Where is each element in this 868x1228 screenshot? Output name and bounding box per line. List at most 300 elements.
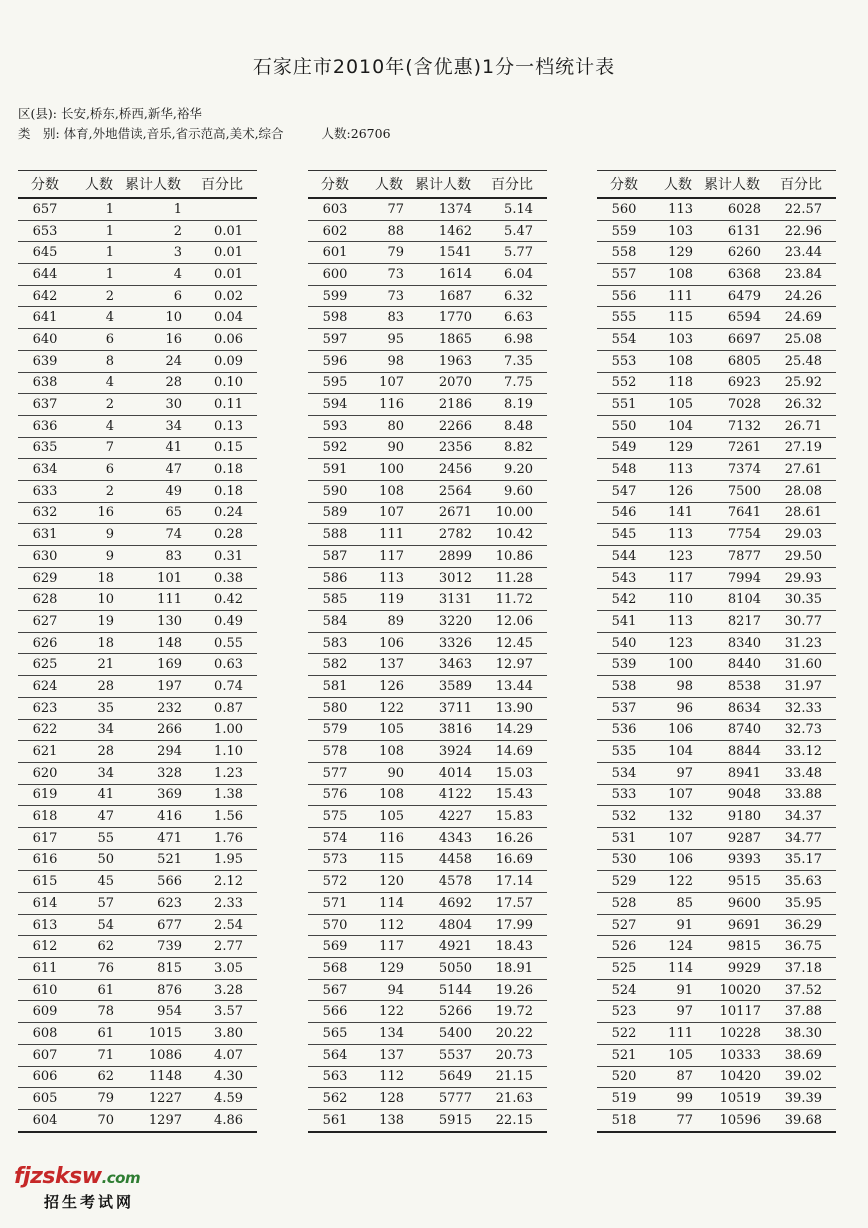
percent-cell: 33.12 — [761, 741, 836, 763]
cumulative-cell: 1 — [114, 198, 182, 220]
score-cell: 541 — [597, 611, 651, 633]
table-row — [597, 654, 836, 676]
percent-cell: 0.42 — [182, 589, 257, 611]
header-score: 分数 — [308, 171, 362, 199]
count-cell: 55 — [72, 827, 114, 849]
score-cell: 533 — [597, 784, 651, 806]
table-row — [18, 480, 257, 502]
percent-cell: 28.08 — [761, 480, 836, 502]
count-cell: 113 — [362, 567, 404, 589]
percent-cell: 39.68 — [761, 1109, 836, 1131]
cumulative-cell: 6479 — [693, 285, 761, 307]
score-cell: 575 — [308, 806, 362, 828]
percent-cell: 37.18 — [761, 958, 836, 980]
score-cell: 627 — [18, 611, 72, 633]
cumulative-cell: 74 — [114, 524, 182, 546]
count-cell: 138 — [362, 1109, 404, 1131]
table-row — [308, 1066, 547, 1088]
score-cell: 626 — [18, 632, 72, 654]
table-row — [308, 871, 547, 893]
percent-cell: 26.32 — [761, 394, 836, 416]
count-cell: 114 — [362, 893, 404, 915]
score-cell: 579 — [308, 719, 362, 741]
count-cell: 122 — [651, 871, 693, 893]
count-cell: 123 — [651, 546, 693, 568]
score-cell: 624 — [18, 676, 72, 698]
score-cell: 587 — [308, 546, 362, 568]
score-cell: 641 — [18, 307, 72, 329]
count-cell: 132 — [651, 806, 693, 828]
score-cell: 621 — [18, 741, 72, 763]
table-row — [597, 350, 836, 372]
cumulative-cell: 2266 — [404, 415, 472, 437]
table-row — [18, 307, 257, 329]
count-cell: 116 — [362, 394, 404, 416]
count-cell: 28 — [72, 676, 114, 698]
count-cell: 61 — [72, 1023, 114, 1045]
score-cell: 524 — [597, 979, 651, 1001]
cumulative-cell: 6 — [114, 285, 182, 307]
score-cell: 532 — [597, 806, 651, 828]
site-logo[interactable] — [14, 1164, 140, 1212]
count-cell: 54 — [72, 914, 114, 936]
count-cell: 28 — [72, 741, 114, 763]
cumulative-cell: 4921 — [404, 936, 472, 958]
count-cell: 106 — [362, 632, 404, 654]
table-row — [597, 893, 836, 915]
table-row — [308, 936, 547, 958]
cumulative-cell: 4 — [114, 264, 182, 286]
cumulative-cell: 4122 — [404, 784, 472, 806]
score-cell: 565 — [308, 1023, 362, 1045]
cumulative-cell: 4458 — [404, 849, 472, 871]
percent-cell: 23.84 — [761, 264, 836, 286]
score-cell: 535 — [597, 741, 651, 763]
percent-cell: 12.06 — [472, 611, 547, 633]
score-cell: 645 — [18, 242, 72, 264]
score-cell: 638 — [18, 372, 72, 394]
count-cell: 126 — [362, 676, 404, 698]
count-cell: 113 — [651, 524, 693, 546]
cumulative-cell: 8217 — [693, 611, 761, 633]
count-cell: 103 — [651, 329, 693, 351]
cumulative-cell: 6805 — [693, 350, 761, 372]
cumulative-cell: 4804 — [404, 914, 472, 936]
percent-cell: 28.61 — [761, 502, 836, 524]
count-cell: 83 — [362, 307, 404, 329]
table-row — [18, 567, 257, 589]
count-cell: 115 — [651, 307, 693, 329]
table-row — [18, 1088, 257, 1110]
cumulative-cell: 3326 — [404, 632, 472, 654]
percent-cell: 29.03 — [761, 524, 836, 546]
cumulative-cell: 1227 — [114, 1088, 182, 1110]
score-cell: 586 — [308, 567, 362, 589]
score-cell: 566 — [308, 1001, 362, 1023]
category-text: 类 别: 体育,外地借读,音乐,省示范高,美术,综合 — [18, 126, 284, 141]
score-cell: 534 — [597, 762, 651, 784]
count-cell: 113 — [651, 611, 693, 633]
header-row — [597, 171, 836, 199]
percent-cell: 0.74 — [182, 676, 257, 698]
percent-cell: 31.97 — [761, 676, 836, 698]
percent-cell: 16.69 — [472, 849, 547, 871]
percent-cell: 10.42 — [472, 524, 547, 546]
table-row — [597, 936, 836, 958]
cumulative-cell: 9691 — [693, 914, 761, 936]
percent-cell: 27.19 — [761, 437, 836, 459]
cumulative-cell: 6594 — [693, 307, 761, 329]
table-row — [18, 437, 257, 459]
table-row — [308, 611, 547, 633]
count-cell: 108 — [362, 784, 404, 806]
count-cell: 34 — [72, 719, 114, 741]
score-cell: 539 — [597, 654, 651, 676]
percent-cell: 13.90 — [472, 697, 547, 719]
percent-cell: 21.63 — [472, 1088, 547, 1110]
table-row — [308, 806, 547, 828]
percent-cell: 22.15 — [472, 1109, 547, 1131]
score-cell: 529 — [597, 871, 651, 893]
count-cell: 77 — [651, 1109, 693, 1131]
cumulative-cell: 8844 — [693, 741, 761, 763]
table-row — [18, 849, 257, 871]
count-cell: 117 — [362, 936, 404, 958]
table-row — [308, 264, 547, 286]
count-cell: 112 — [362, 1066, 404, 1088]
table-row — [597, 806, 836, 828]
score-cell: 605 — [18, 1088, 72, 1110]
score-cell: 544 — [597, 546, 651, 568]
table-row — [308, 480, 547, 502]
count-cell: 108 — [362, 741, 404, 763]
score-cell: 573 — [308, 849, 362, 871]
percent-cell: 0.04 — [182, 307, 257, 329]
score-cell: 572 — [308, 871, 362, 893]
cumulative-cell: 4578 — [404, 871, 472, 893]
table-row — [308, 1044, 547, 1066]
count-cell: 126 — [651, 480, 693, 502]
score-cell: 640 — [18, 329, 72, 351]
score-cell: 612 — [18, 936, 72, 958]
count-cell: 77 — [362, 198, 404, 220]
percent-cell: 0.31 — [182, 546, 257, 568]
count-cell: 79 — [72, 1088, 114, 1110]
count-cell: 105 — [362, 719, 404, 741]
cumulative-cell: 10228 — [693, 1023, 761, 1045]
score-cell: 525 — [597, 958, 651, 980]
percent-cell: 0.06 — [182, 329, 257, 351]
cumulative-cell: 10 — [114, 307, 182, 329]
cumulative-cell: 8440 — [693, 654, 761, 676]
cumulative-cell: 28 — [114, 372, 182, 394]
count-cell: 97 — [651, 762, 693, 784]
cumulative-cell: 9600 — [693, 893, 761, 915]
count-cell: 6 — [72, 329, 114, 351]
table-row — [597, 914, 836, 936]
cumulative-cell: 7374 — [693, 459, 761, 481]
cumulative-cell: 6028 — [693, 198, 761, 220]
cumulative-cell: 1086 — [114, 1044, 182, 1066]
count-cell: 105 — [651, 394, 693, 416]
count-cell: 117 — [651, 567, 693, 589]
table-row — [18, 827, 257, 849]
district-line: 区(县): 长安,桥东,桥西,新华,裕华 — [18, 106, 202, 121]
table-row — [308, 1088, 547, 1110]
category-line — [18, 124, 391, 142]
count-cell: 124 — [651, 936, 693, 958]
cumulative-cell: 101 — [114, 567, 182, 589]
table-row — [597, 480, 836, 502]
score-cell: 635 — [18, 437, 72, 459]
cumulative-cell: 1963 — [404, 350, 472, 372]
table-row — [597, 394, 836, 416]
count-cell: 115 — [362, 849, 404, 871]
score-cell: 603 — [308, 198, 362, 220]
count-cell: 91 — [651, 979, 693, 1001]
score-cell: 644 — [18, 264, 72, 286]
cumulative-cell: 169 — [114, 654, 182, 676]
percent-cell: 4.86 — [182, 1109, 257, 1131]
score-cell: 520 — [597, 1066, 651, 1088]
count-cell: 73 — [362, 285, 404, 307]
table-row — [308, 1023, 547, 1045]
table-row — [597, 242, 836, 264]
percent-cell: 22.57 — [761, 198, 836, 220]
count-cell: 104 — [651, 415, 693, 437]
percent-cell: 15.43 — [472, 784, 547, 806]
percent-cell: 2.33 — [182, 893, 257, 915]
table-row — [18, 524, 257, 546]
cumulative-cell: 521 — [114, 849, 182, 871]
score-cell: 601 — [308, 242, 362, 264]
score-cell: 547 — [597, 480, 651, 502]
count-cell: 107 — [651, 784, 693, 806]
score-cell: 543 — [597, 567, 651, 589]
percent-cell: 6.04 — [472, 264, 547, 286]
score-cell: 600 — [308, 264, 362, 286]
cumulative-cell: 10519 — [693, 1088, 761, 1110]
count-cell: 123 — [651, 632, 693, 654]
table-row — [597, 676, 836, 698]
percent-cell: 35.17 — [761, 849, 836, 871]
cumulative-cell: 4692 — [404, 893, 472, 915]
table-row — [18, 958, 257, 980]
score-cell: 653 — [18, 220, 72, 242]
score-cell: 553 — [597, 350, 651, 372]
percent-cell: 17.57 — [472, 893, 547, 915]
table-row — [308, 1109, 547, 1131]
count-cell: 118 — [651, 372, 693, 394]
score-cell: 564 — [308, 1044, 362, 1066]
header-cumulative: 累计人数 — [693, 171, 761, 199]
cumulative-cell: 9180 — [693, 806, 761, 828]
score-cell: 536 — [597, 719, 651, 741]
table-row — [308, 502, 547, 524]
percent-cell: 39.02 — [761, 1066, 836, 1088]
table-row — [308, 784, 547, 806]
score-cell: 604 — [18, 1109, 72, 1131]
table-row — [308, 893, 547, 915]
header-percent: 百分比 — [761, 171, 836, 199]
cumulative-cell: 328 — [114, 762, 182, 784]
percent-cell: 13.44 — [472, 676, 547, 698]
score-cell: 608 — [18, 1023, 72, 1045]
table-row — [597, 589, 836, 611]
percent-cell: 3.57 — [182, 1001, 257, 1023]
count-cell: 18 — [72, 567, 114, 589]
header-score: 分数 — [18, 171, 72, 199]
count-cell: 119 — [362, 589, 404, 611]
percent-cell: 0.24 — [182, 502, 257, 524]
count-cell: 108 — [651, 350, 693, 372]
score-cell: 554 — [597, 329, 651, 351]
count-cell: 129 — [651, 242, 693, 264]
percent-cell: 2.77 — [182, 936, 257, 958]
header-count: 人数 — [72, 171, 114, 199]
cumulative-cell: 16 — [114, 329, 182, 351]
percent-cell: 9.60 — [472, 480, 547, 502]
cumulative-cell: 5915 — [404, 1109, 472, 1131]
score-cell: 632 — [18, 502, 72, 524]
score-cell: 611 — [18, 958, 72, 980]
count-cell: 111 — [651, 1023, 693, 1045]
table-row — [18, 350, 257, 372]
table-row — [18, 741, 257, 763]
score-cell: 555 — [597, 307, 651, 329]
percent-cell: 4.30 — [182, 1066, 257, 1088]
score-cell: 574 — [308, 827, 362, 849]
table-row — [18, 676, 257, 698]
percent-cell: 30.77 — [761, 611, 836, 633]
score-cell: 545 — [597, 524, 651, 546]
count-cell: 114 — [651, 958, 693, 980]
cumulative-cell: 2186 — [404, 394, 472, 416]
count-cell: 104 — [651, 741, 693, 763]
table-row — [18, 936, 257, 958]
count-cell: 1 — [72, 198, 114, 220]
percent-cell: 18.91 — [472, 958, 547, 980]
cumulative-cell: 5050 — [404, 958, 472, 980]
percent-cell: 3.05 — [182, 958, 257, 980]
percent-cell: 37.52 — [761, 979, 836, 1001]
score-cell: 633 — [18, 480, 72, 502]
cumulative-cell: 4343 — [404, 827, 472, 849]
score-cell: 639 — [18, 350, 72, 372]
count-cell: 2 — [72, 394, 114, 416]
table-row — [308, 546, 547, 568]
percent-cell: 29.93 — [761, 567, 836, 589]
total-count: 人数:26706 — [321, 126, 391, 141]
table-row — [597, 372, 836, 394]
table-row — [597, 459, 836, 481]
logo-subtitle: 招生考试网 — [44, 1193, 135, 1211]
percent-cell: 6.63 — [472, 307, 547, 329]
score-cell: 581 — [308, 676, 362, 698]
table-row — [18, 1023, 257, 1045]
table-row — [597, 784, 836, 806]
table-row — [597, 762, 836, 784]
count-cell: 34 — [72, 762, 114, 784]
count-cell: 1 — [72, 242, 114, 264]
table-row — [308, 242, 547, 264]
percent-cell: 4.59 — [182, 1088, 257, 1110]
cumulative-cell: 416 — [114, 806, 182, 828]
table-row — [18, 502, 257, 524]
score-cell: 629 — [18, 567, 72, 589]
percent-cell: 30.35 — [761, 589, 836, 611]
table-row — [308, 372, 547, 394]
count-cell: 111 — [362, 524, 404, 546]
score-cell: 569 — [308, 936, 362, 958]
cumulative-cell: 30 — [114, 394, 182, 416]
score-cell: 606 — [18, 1066, 72, 1088]
percent-cell: 12.45 — [472, 632, 547, 654]
table-row — [597, 1001, 836, 1023]
cumulative-cell: 148 — [114, 632, 182, 654]
percent-cell: 5.47 — [472, 220, 547, 242]
count-cell: 1 — [72, 264, 114, 286]
score-cell: 616 — [18, 849, 72, 871]
percent-cell: 20.73 — [472, 1044, 547, 1066]
cumulative-cell: 6131 — [693, 220, 761, 242]
table-row — [597, 1023, 836, 1045]
percent-cell: 36.75 — [761, 936, 836, 958]
table-row — [18, 1109, 257, 1131]
percent-cell: 32.73 — [761, 719, 836, 741]
cumulative-cell: 1374 — [404, 198, 472, 220]
score-cell: 548 — [597, 459, 651, 481]
count-cell: 122 — [362, 697, 404, 719]
table-row — [597, 524, 836, 546]
percent-cell: 33.88 — [761, 784, 836, 806]
percent-cell: 0.01 — [182, 242, 257, 264]
count-cell: 96 — [651, 697, 693, 719]
percent-cell: 6.32 — [472, 285, 547, 307]
table-row — [308, 676, 547, 698]
count-cell: 9 — [72, 524, 114, 546]
count-cell: 106 — [651, 849, 693, 871]
score-cell: 576 — [308, 784, 362, 806]
cumulative-cell: 7500 — [693, 480, 761, 502]
count-cell: 129 — [651, 437, 693, 459]
percent-cell: 16.26 — [472, 827, 547, 849]
table-row — [597, 264, 836, 286]
cumulative-cell: 34 — [114, 415, 182, 437]
table-row — [308, 762, 547, 784]
percent-cell: 24.69 — [761, 307, 836, 329]
count-cell: 19 — [72, 611, 114, 633]
percent-cell: 18.43 — [472, 936, 547, 958]
cumulative-cell: 9287 — [693, 827, 761, 849]
percent-cell: 35.63 — [761, 871, 836, 893]
cumulative-cell: 2070 — [404, 372, 472, 394]
table-row — [18, 1044, 257, 1066]
count-cell: 113 — [651, 459, 693, 481]
table-row — [18, 394, 257, 416]
header-count: 人数 — [362, 171, 404, 199]
table-row — [597, 611, 836, 633]
table-row — [18, 719, 257, 741]
table-row — [308, 329, 547, 351]
percent-cell: 20.22 — [472, 1023, 547, 1045]
count-cell: 45 — [72, 871, 114, 893]
count-cell: 122 — [362, 1001, 404, 1023]
cumulative-cell: 8104 — [693, 589, 761, 611]
count-cell: 10 — [72, 589, 114, 611]
percent-cell: 0.49 — [182, 611, 257, 633]
score-cell: 518 — [597, 1109, 651, 1131]
